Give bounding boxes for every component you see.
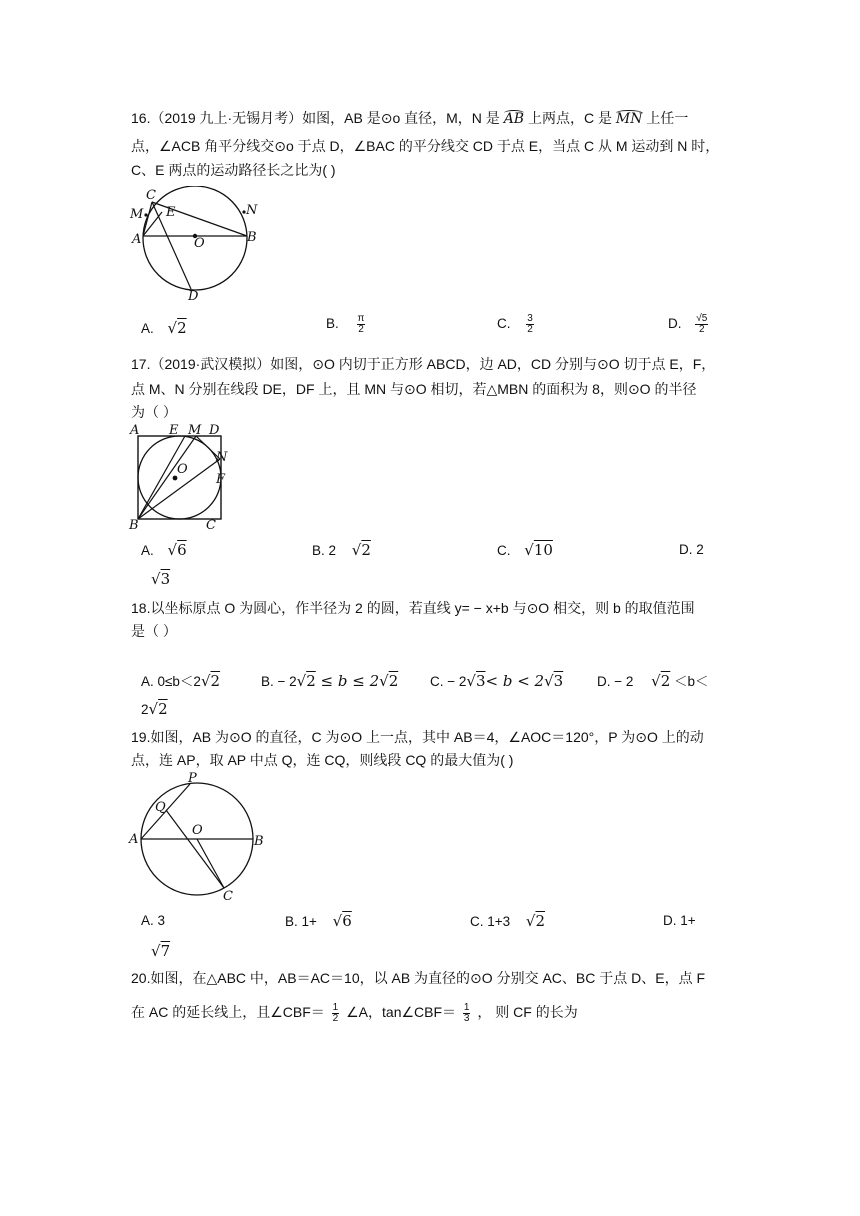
label-O: O (194, 236, 205, 251)
label-D: D (188, 289, 199, 304)
label-E: E (166, 205, 176, 220)
label-E: E (169, 423, 179, 438)
q18-line1: 18.以坐标原点 O 为圆心，作半径为 2 的圆，若直线 y= − x+b 与⊙O 相交，则 b 的取值范围 (131, 600, 695, 616)
label-B: B (247, 230, 257, 245)
q17-figure (127, 421, 237, 533)
q17-option-c[interactable]: C. √10 (497, 541, 553, 559)
fraction-half: $\frac{1}{2}$ (332, 1001, 339, 1024)
label-Q: Q (155, 800, 166, 815)
q19-option-b[interactable]: B. 1+ √6 (285, 912, 352, 930)
label-A: A (129, 832, 139, 847)
label-C: C (146, 188, 156, 203)
label-B: B (254, 834, 264, 849)
label-C: C (223, 889, 233, 904)
q17-option-d-wrap: √3 (151, 570, 171, 588)
q16-option-d[interactable]: D. $\frac{√5}{2}$ (668, 313, 708, 335)
q17-option-b[interactable]: B. 2 √2 (312, 541, 371, 559)
q18-option-a[interactable]: A. 0≤b＜2√2 (141, 672, 221, 690)
q20-line2: 在 AC 的延长线上，且∠CBF＝ $\frac{1}{2}$ ∠A，tan∠CBF＝ $\frac{1}{3}$ ， 则 CF 的长为 (131, 1001, 578, 1024)
q17-line3: 为（ ） (131, 404, 177, 420)
q16-option-b[interactable]: B. $\frac{\pi}{2}$ (326, 313, 365, 335)
q18-option-c[interactable]: C. − 2√3< b < 2√3 (430, 672, 564, 690)
q17-option-a[interactable]: A. √6 (141, 541, 187, 559)
q18-option-d[interactable]: D. − 2 √2 ＜b＜ (597, 672, 709, 690)
q19-line2: 点，连 AP，取 AP 中点 Q，连 CQ，则线段 CQ 的最大值为( ) (131, 752, 514, 768)
q16-line1: 16.（2019 九上·无锡月考）如图，AB 是⊙o 直径，M，N 是 AB 上两点，C 是 MN 上任一 (131, 110, 689, 127)
q16-figure (126, 186, 266, 304)
q19-option-c[interactable]: C. 1+3 √2 (470, 912, 546, 930)
q18-option-d-wrap: 2√2 (141, 700, 168, 718)
q20-line1: 20.如图，在△ABC 中，AB＝AC＝10，以 AB 为直径的⊙O 分别交 AC、BC 于点 D、E，点 F (131, 970, 706, 986)
q19-option-d-wrap: √7 (151, 942, 171, 960)
q19-option-d[interactable]: D. 1+ (663, 913, 696, 928)
label-A: A (132, 232, 142, 247)
fraction-third: $\frac{1}{3}$ (463, 1001, 470, 1024)
q17-line1: 17.（2019·武汉模拟）如图，⊙O 内切于正方形 ABCD，边 AD，CD 分别与⊙O 切于点 E，F， (131, 356, 716, 372)
label-O: O (177, 462, 188, 477)
q16-line3: C、E 两点的运动路径长之比为( ) (131, 162, 336, 178)
q16-option-c[interactable]: C. $\frac{3}{2}$ (497, 313, 533, 335)
arc-mn: MN (615, 111, 643, 127)
label-A: A (130, 423, 140, 438)
label-M: M (130, 207, 144, 222)
q16-option-a[interactable]: A. √2 (141, 319, 187, 337)
q19-line1: 19.如图，AB 为⊙O 的直径，C 为⊙O 上一点，其中 AB＝4，∠AOC＝120°，P 为⊙O 上的动 (131, 729, 704, 745)
q17-line2: 点 M、N 分别在线段 DE，DF 上，且 MN 与⊙O 相切，若△MBN 的面积为 8，则⊙O 的半径 (131, 381, 697, 397)
label-D: D (209, 423, 220, 438)
q18-option-b[interactable]: B. − 2√2 ≤ b ≤ 2√2 (261, 672, 399, 690)
q16-line2: 点，∠ACB 角平分线交⊙o 于点 D，∠BAC 的平分线交 CD 于点 E，当点 C 从 M 运动到 N 时， (131, 138, 720, 154)
label-C: C (206, 518, 216, 533)
label-O: O (192, 823, 203, 838)
label-B: B (129, 518, 139, 533)
q17-option-d[interactable]: D. 2 (679, 542, 704, 557)
q19-figure (126, 768, 271, 904)
label-N: N (246, 203, 258, 218)
label-M: M (188, 423, 202, 438)
label-P: P (188, 771, 197, 786)
label-F: F (216, 472, 226, 487)
arc-ab: AB (503, 111, 525, 127)
q19-option-a[interactable]: A. 3 (141, 913, 166, 928)
label-N: N (216, 450, 228, 465)
q18-line2: 是（ ） (131, 623, 177, 639)
